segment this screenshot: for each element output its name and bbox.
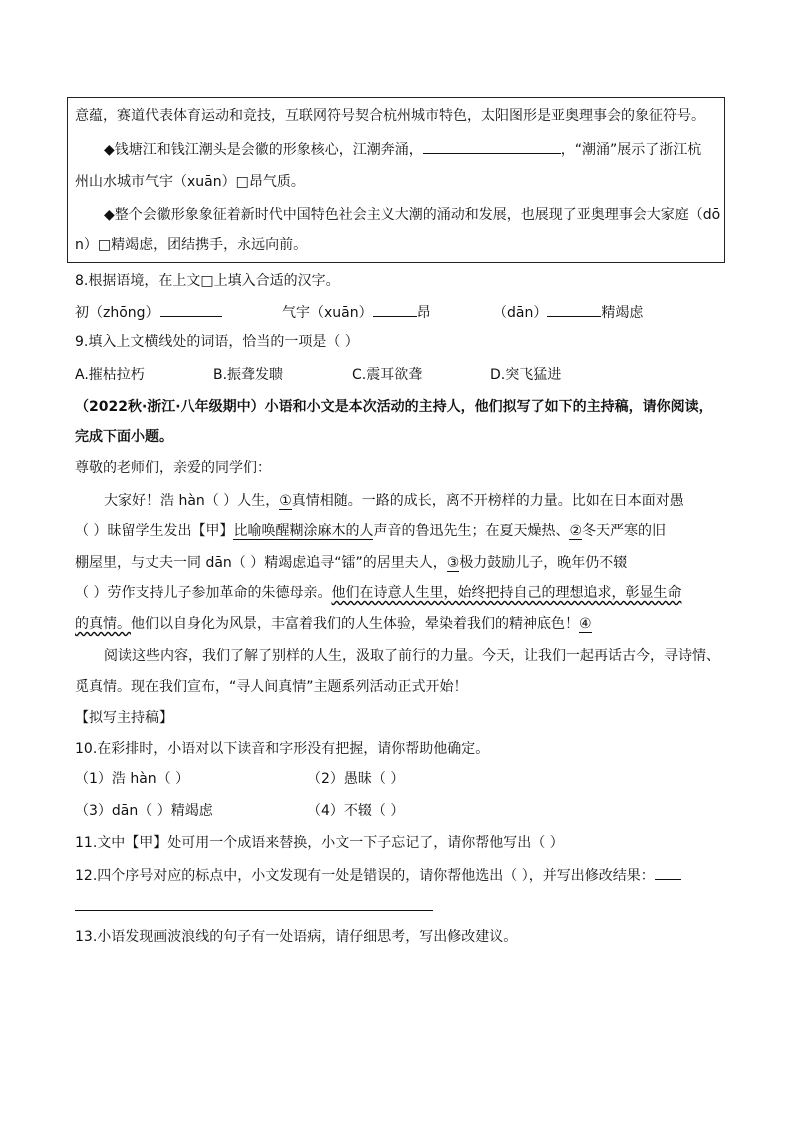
q13: 13.小语发现画波浪线的句子有一处语病，请仔细思考，写出修改建议。 [75,929,518,945]
marker-4: ④ [579,616,592,632]
fill-blank[interactable] [547,302,601,317]
script-line-3: 棚屋里，与丈夫一同 dān（ ）精竭虑追寻“镭”的居里夫人，③极力鼓励儿子，晚年仍不辍 [75,555,628,571]
script-line-5: 的真情。他们以自身化为风景，丰富着我们的人生体验，晕染着我们的精神底色！④ [75,616,592,632]
box-line-3: 州山水城市气宇（xuān）□昂气质。 [75,174,305,190]
q10-item-3: （3）dān（ ）精竭虑 [75,803,213,819]
intro-line-2: 完成下面小题。 [75,429,173,445]
greeting: 尊敬的老师们，亲爱的同学们： [75,460,271,476]
marker-3: ③ [446,555,460,571]
box-line-4: ◆整个会徽形象象征着新时代中国特色社会主义大潮的涌动和发展，也展现了亚奥理事会大家庭（dō [104,207,721,223]
underlined-phrase: 比喻唤醒糊涂麻木的人 [233,523,374,539]
wavy-sentence-a: 他们在诗意人生里，始终把持自己的理想追求，彰显生命 [331,585,682,601]
q10-item-4: （4）不辍（ ） [307,803,405,819]
q8-item-b: 气宇（xuān） 昂 [282,302,431,323]
q8-title: 8.根据语境，在上文□上填入合适的汉字。 [75,273,340,289]
marker-1: ① [279,493,292,509]
script-line-6: 阅读这些内容，我们了解了别样的人生，汲取了前行的力量。今天，让我们一起再话古今，寻诗情、 [104,648,720,664]
q12: 12.四个序号对应的标点中，小文发现有一处是错误的，请你帮他选出（ ），并写出修改结果： [75,865,681,886]
fill-blank[interactable] [655,865,681,880]
q9-option-d[interactable]: D.突飞猛进 [490,367,562,383]
q9-option-b[interactable]: B.振聋发聩 [213,367,284,383]
script-line-1: 大家好！浩 hàn（ ）人生，①真情相随。一路的成长，离不开榜样的力量。比如在日本面对愚 [104,493,684,509]
q8-item-a: 初（zhōng） [75,302,222,323]
script-line-4: （ ）劳作支持儿子参加革命的朱德母亲。他们在诗意人生里，始终把持自己的理想追求，彰显生命 [75,585,682,601]
q11: 11.文中【甲】处可用一个成语来替换，小文一下子忘记了，请你帮他写出（ ） [75,835,564,851]
q10-item-1: （1）浩 hàn（ ） [75,771,190,787]
script-line-7: 觅真情。现在我们宣布，“寻人间真情”主题系列活动正式开始！ [75,679,468,695]
fill-blank[interactable] [373,302,417,317]
q9-title: 9.填入上文横线处的词语，恰当的一项是（ ） [75,334,359,350]
box-line-2: ◆钱塘江和钱江潮头是会徽的形象核心，江潮奔涌， ，“潮涌”展示了浙江杭 [104,139,701,160]
section-heading: 【拟写主持稿】 [75,710,173,726]
q10-item-2: （2）愚昧（ ） [307,771,405,787]
script-line-2: （ ）昧留学生发出【甲】比喻唤醒糊涂麻木的人声音的鲁迅先生；在夏天燥热、②冬天严寒的旧 [75,523,667,539]
intro-line-1: （2022秋·浙江·八年级期中）小语和小文是本次活动的主持人，他们拟写了如下的主持稿，请你阅读， [75,399,713,415]
box-line-1: 意蕴，赛道代表体育运动和竞技，互联网符号契合杭州城市特色，太阳图形是亚奥理事会的象征符号。 [75,108,705,124]
fill-blank[interactable] [423,139,561,154]
box-line-5: n）□精竭虑，团结携手，永远向前。 [75,237,308,253]
q8-item-c: （dān） 精竭虑 [493,302,643,323]
answer-line[interactable] [75,910,433,911]
q9-option-a[interactable]: A.摧枯拉朽 [75,367,145,383]
wavy-sentence-b: 的真情。 [75,616,131,632]
q9-option-c[interactable]: C.震耳欲聋 [352,367,423,383]
q10-title: 10.在彩排时，小语对以下读音和字形没有把握，请你帮助他确定。 [75,741,490,757]
marker-2: ② [569,523,583,539]
fill-blank[interactable] [160,302,222,317]
